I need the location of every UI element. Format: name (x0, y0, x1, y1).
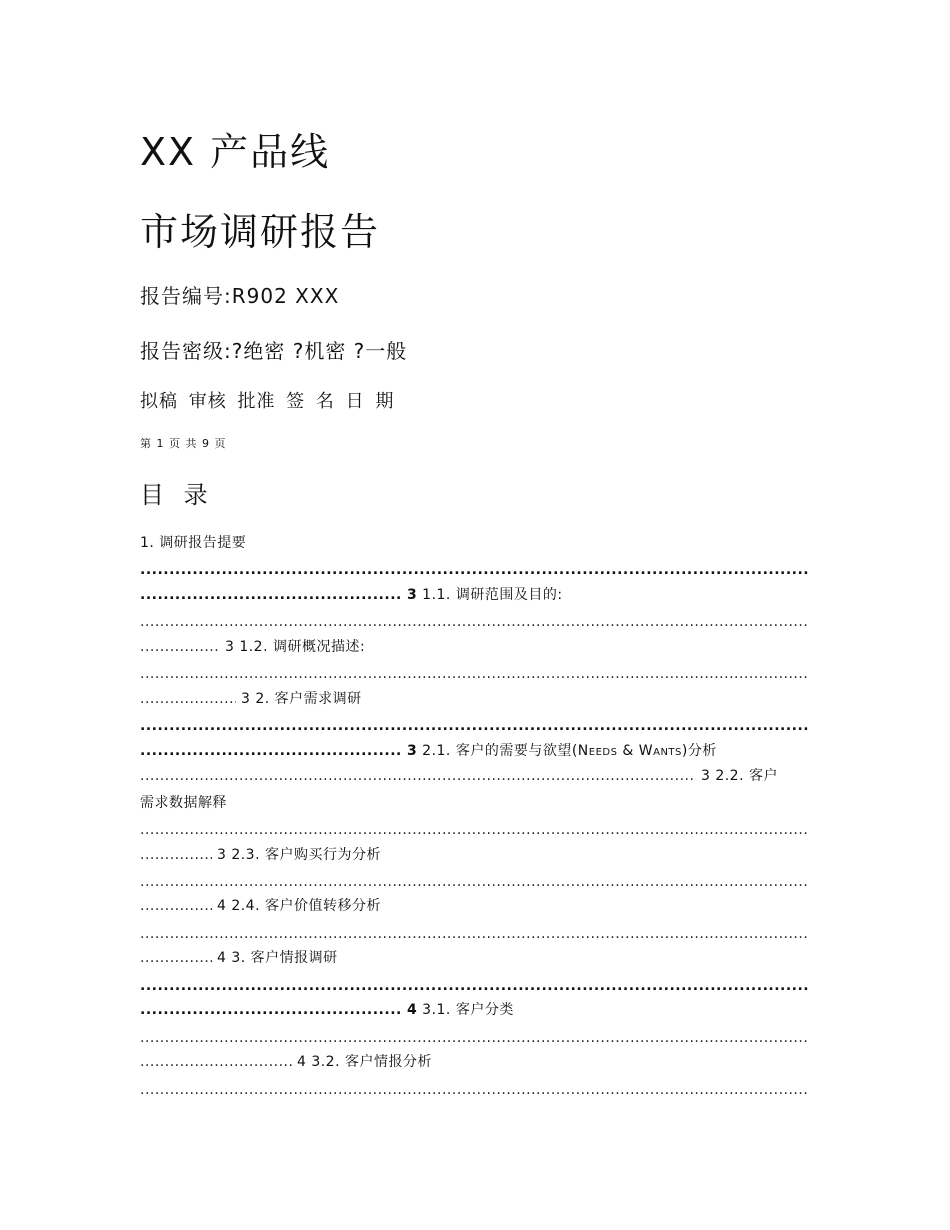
toc-entry-label: 3.1. 客户分类 (422, 1002, 514, 1018)
dot-leader (140, 1054, 292, 1070)
toc-page-number: 3 (406, 587, 418, 603)
dot-leader (140, 822, 808, 838)
toc-entry-2-2[interactable] (140, 768, 808, 784)
dot-leader (140, 978, 808, 994)
toc-leader-row (140, 562, 808, 578)
dot-leader (140, 743, 402, 759)
toc-entry-2-1[interactable] (140, 743, 808, 759)
toc-page-number: 4 (216, 898, 227, 914)
page-info: 第 1 页 共 9 页 (140, 437, 227, 450)
toc-entry-label-smallcaps: Needs & Wants (577, 743, 682, 759)
toc-entry-2[interactable] (140, 691, 808, 707)
toc-heading: 目 录 (140, 481, 214, 509)
toc-entry-label: 3.2. 客户情报分析 (311, 1054, 432, 1070)
toc-page-number: 3 (224, 639, 235, 655)
dot-leader (140, 587, 402, 603)
dot-leader (140, 874, 808, 890)
toc-entry-label: 1.1. 调研范围及目的: (422, 587, 563, 603)
dot-leader (140, 691, 236, 707)
toc-leader-row (140, 926, 808, 942)
dot-leader (140, 1030, 808, 1046)
dot-leader (140, 614, 808, 630)
toc-entry-3[interactable] (140, 950, 808, 966)
dot-leader (140, 950, 212, 966)
doc-title-line2: 市场调研报告 (140, 210, 381, 254)
toc-page-number: 3 (700, 768, 711, 784)
toc-page-number: 4 (296, 1054, 307, 1070)
toc-entry-label: 2.4. 客户价值转移分析 (231, 898, 381, 914)
dot-leader (140, 639, 220, 655)
toc-entry-2-4[interactable] (140, 898, 808, 914)
toc-page-number: 4 (216, 950, 227, 966)
toc-page-number: 3 (406, 743, 418, 759)
toc-entry-label: 1. 调研报告提要 (140, 535, 247, 551)
toc-entry-label: 2.1. 客户的需要与欲望( (422, 743, 578, 759)
dot-leader (140, 847, 212, 863)
security-level: 报告密级:?绝密 ?机密 ?一般 (140, 339, 408, 363)
dot-leader (140, 768, 696, 784)
dot-leader (140, 666, 808, 682)
toc-entry-label: 3. 客户情报调研 (231, 950, 338, 966)
toc-entry-2-2-cont (140, 795, 808, 811)
dot-leader (140, 1002, 402, 1018)
toc-entry-3-1[interactable] (140, 1002, 808, 1018)
toc-page-number: 3 (216, 847, 227, 863)
toc-entry-3-2[interactable] (140, 1054, 808, 1070)
toc-entry-label: 2.3. 客户购买行为分析 (231, 847, 381, 863)
dot-leader (140, 1082, 808, 1098)
toc-leader-row (140, 978, 808, 994)
dot-leader (140, 718, 808, 734)
toc-entry-label: 2.2. 客户 (715, 768, 778, 784)
toc-leader-row (140, 666, 808, 682)
toc-entry-2-3[interactable] (140, 847, 808, 863)
toc-entry-label: 1.2. 调研概况描述: (239, 639, 366, 655)
dot-leader (140, 926, 808, 942)
toc-entry-1[interactable] (140, 535, 808, 551)
dot-leader (140, 898, 212, 914)
toc-page-number: 4 (406, 1002, 418, 1018)
toc-leader-row (140, 1082, 808, 1098)
toc-entry-label-cont: 需求数据解释 (140, 795, 227, 811)
toc-entry-label-end: )分析 (681, 743, 717, 759)
toc-page-number: 3 (240, 691, 251, 707)
toc-entry-label: 2. 客户需求调研 (255, 691, 362, 707)
dot-leader (140, 562, 808, 578)
toc-entry-1-1[interactable] (140, 587, 808, 603)
toc-leader-row (140, 822, 808, 838)
sign-row: 拟稿 审核 批准 签 名 日 期 (140, 391, 395, 412)
toc-entry-1-2[interactable] (140, 639, 808, 655)
toc-leader-row (140, 1030, 808, 1046)
doc-title-line1: XX 产品线 (140, 130, 331, 174)
report-number: 报告编号:R902 XXX (140, 284, 340, 308)
toc-leader-row (140, 874, 808, 890)
toc-leader-row (140, 614, 808, 630)
toc-leader-row (140, 718, 808, 734)
